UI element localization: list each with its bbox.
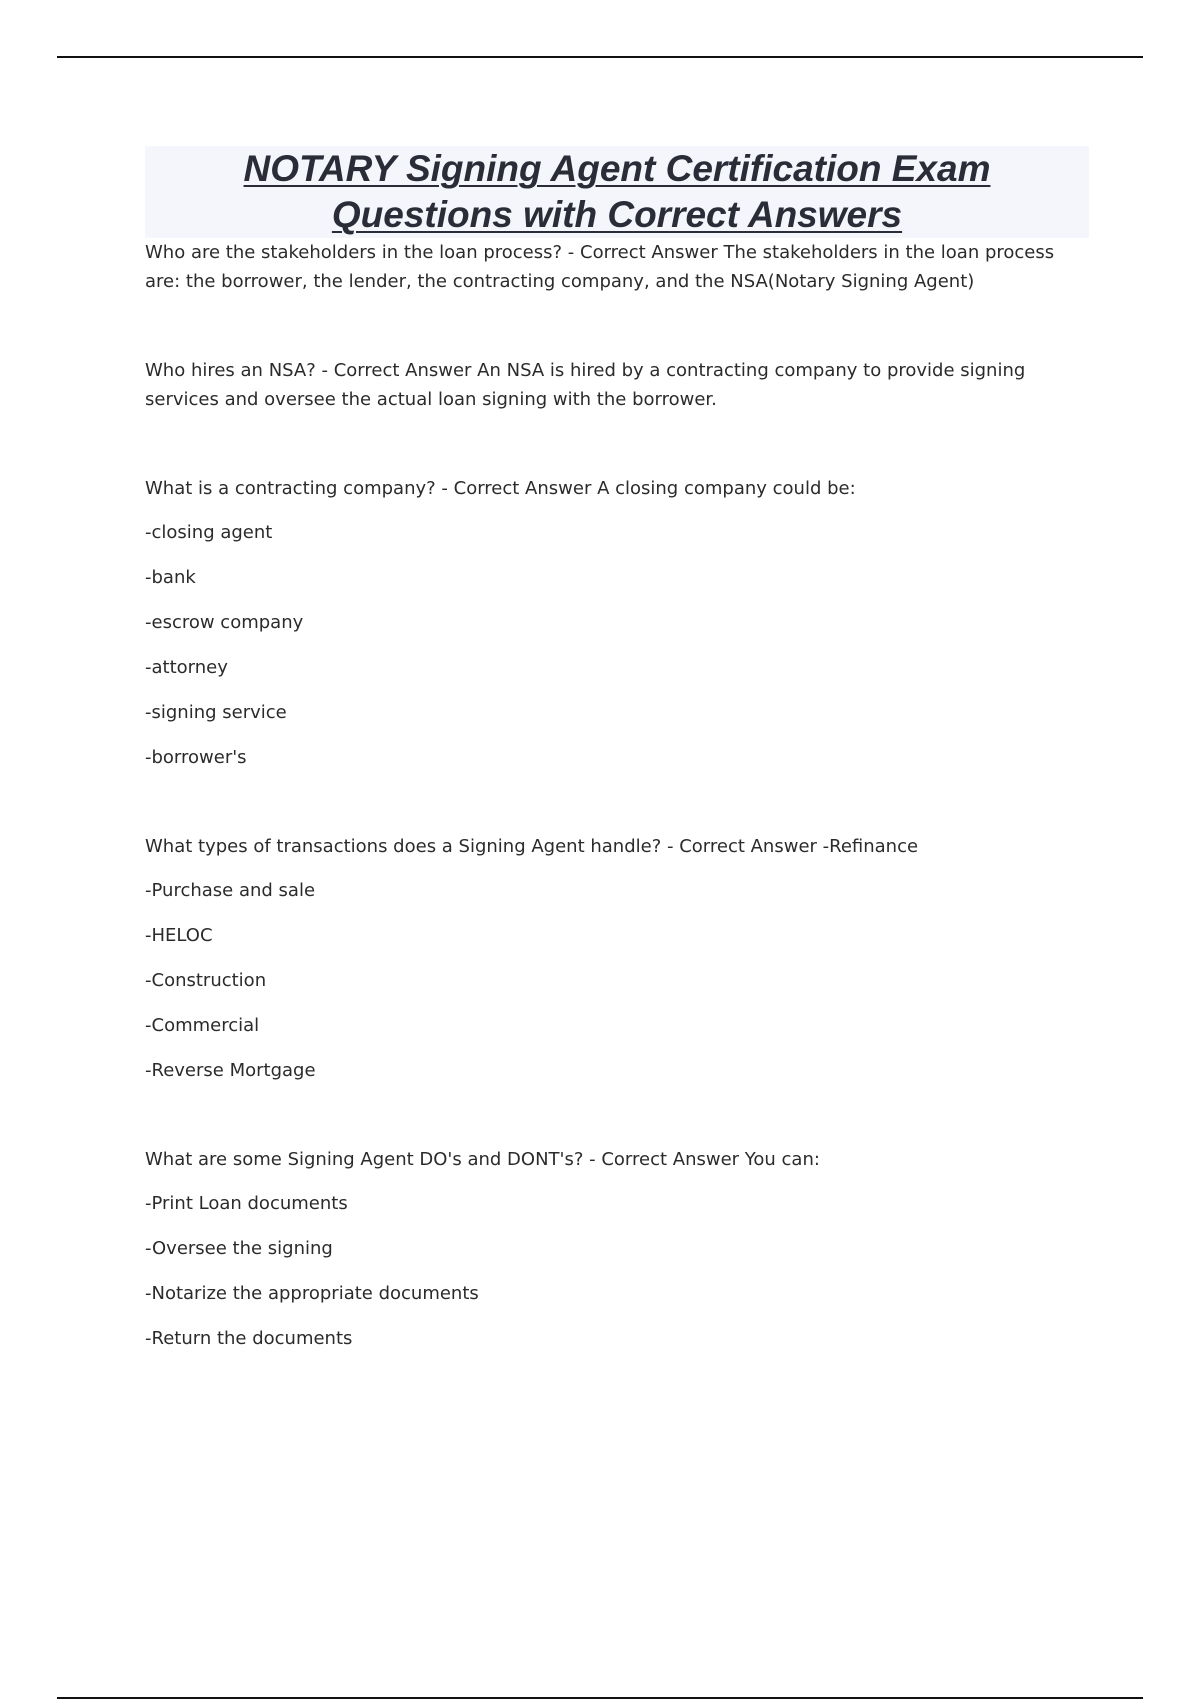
document-body	[145, 238, 1065, 1353]
qa-block-transactions	[145, 832, 1065, 1085]
list-item: -HELOC	[145, 925, 213, 946]
section-spacer	[145, 296, 1065, 356]
section-spacer	[145, 772, 1065, 832]
qa-block-contracting-company	[145, 474, 1065, 772]
footer-rule	[57, 1697, 1143, 1699]
list-item: -Construction	[145, 970, 267, 991]
question-answer: Who are the stakeholders in the loan process? - Correct Answer The stakeholders in the loan process are: the borrower, the lender, the contracting company, and the NSA(Notary Signing Agent)	[145, 242, 1055, 292]
list-item: -Return the documents	[145, 1328, 353, 1349]
question-answer: What is a contracting company? - Correct Answer A closing company could be:	[145, 478, 856, 499]
section-spacer	[145, 1085, 1065, 1145]
answer-list	[145, 1174, 1065, 1353]
qa-block-who-hires	[145, 356, 1065, 414]
list-item: -Commercial	[145, 1015, 260, 1036]
header-rule	[57, 56, 1143, 58]
question-answer: What are some Signing Agent DO's and DONT's? - Correct Answer You can:	[145, 1149, 820, 1170]
list-item: -Oversee the signing	[145, 1238, 333, 1259]
list-item: -attorney	[145, 657, 228, 678]
list-item: -Print Loan documents	[145, 1193, 348, 1214]
list-item: -Notarize the appropriate documents	[145, 1283, 479, 1304]
document-title	[145, 146, 1089, 238]
question-answer: Who hires an NSA? - Correct Answer An NSA is hired by a contracting company to provide signing services and oversee the actual loan signing with the borrower.	[145, 360, 1026, 410]
list-item: -Reverse Mortgage	[145, 1060, 316, 1081]
list-item: -escrow company	[145, 612, 304, 633]
question-answer: What types of transactions does a Signing Agent handle? - Correct Answer -Refinance	[145, 836, 919, 857]
qa-block-stakeholders	[145, 238, 1065, 296]
title-line-1: NOTARY Signing Agent Certification Exam	[243, 148, 991, 189]
list-item: -bank	[145, 567, 196, 588]
answer-list	[145, 503, 1065, 772]
list-item: -Purchase and sale	[145, 880, 316, 901]
qa-block-dos-and-donts	[145, 1145, 1065, 1353]
answer-list	[145, 861, 1065, 1085]
list-item: -closing agent	[145, 522, 273, 543]
list-item: -signing service	[145, 702, 287, 723]
title-line-2: Questions with Correct Answers	[331, 194, 903, 235]
section-spacer	[145, 414, 1065, 474]
list-item: -borrower's	[145, 747, 247, 768]
